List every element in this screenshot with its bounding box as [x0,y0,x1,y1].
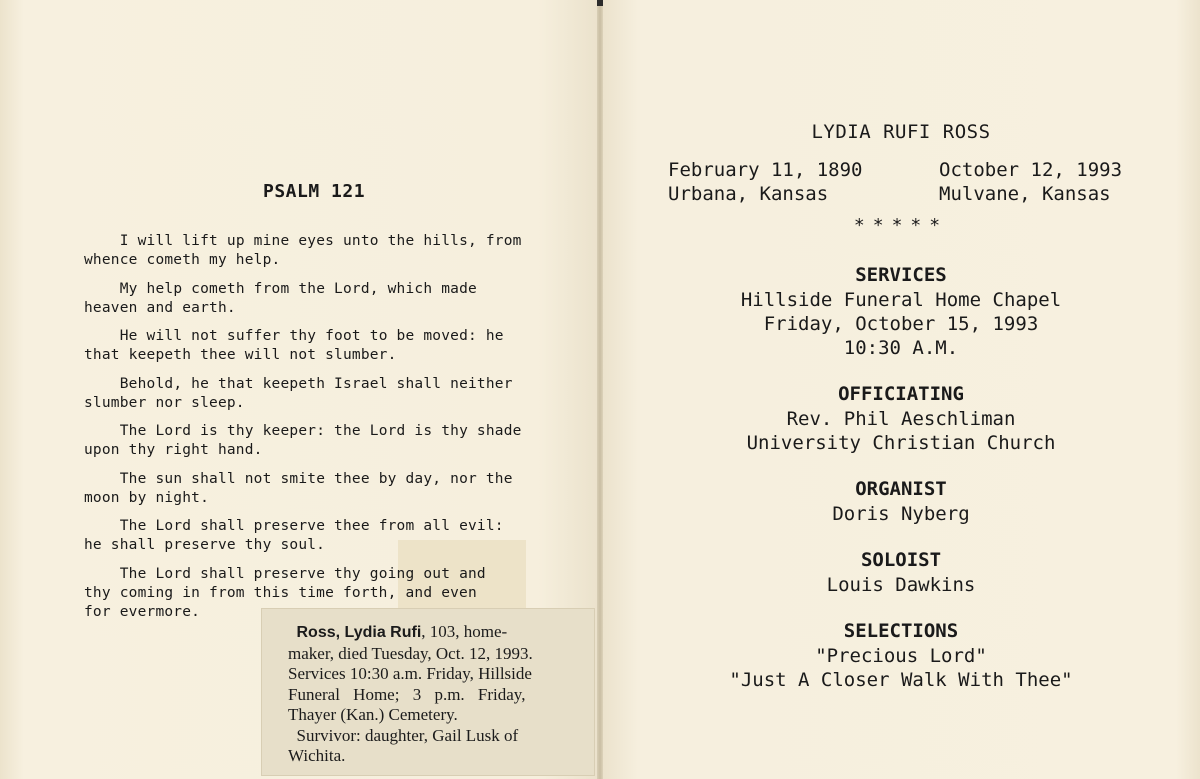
selection-song-1: "Precious Lord" [815,645,987,667]
birth-info [668,158,862,206]
officiating-minister: Rev. Phil Aeschliman [786,408,1016,430]
verse: My help cometh from the Lord, which made heaven and earth. [84,280,477,316]
birth-date: February 11, 1890 [668,159,863,181]
officiating-church: University Christian Church [746,432,1056,454]
soloist-name: Louis Dawkins [826,574,976,596]
deceased-name: LYDIA RUFI ROSS [811,121,991,143]
obituary-name: Ross, Lydia Rufi [296,624,422,641]
services-heading: SERVICES [855,264,947,286]
obituary-line-1-rest: , 103, home- [421,622,508,641]
verse: He will not suffer thy foot to be moved: he that keepeth thee will not slumber. [84,328,504,363]
obituary-line-6 [288,726,578,747]
services-date: Friday, October 15, 1993 [763,313,1039,335]
verse: The Lord is thy keeper: the Lord is thy shade upon thy right hand. [84,423,522,458]
services-time: 10:30 A.M. [843,337,959,359]
selections-heading: SELECTIONS [843,620,959,642]
death-place: Mulvane, Kansas [939,183,1111,205]
obituary-line-2: maker, died Tuesday, Oct. 12, 1993. [288,643,533,663]
psalm-title: PSALM 121 [263,181,366,202]
soloist-heading: SOLOIST [860,549,942,571]
obituary-line-5: Thayer (Kan.) Cemetery. [288,705,458,724]
officiating-heading: OFFICIATING [838,383,964,405]
organist-heading: ORGANIST [855,478,947,500]
verse: The Lord shall preserve thee from all evil: he shall preserve thy soul. [84,518,504,553]
obituary-line-3: Services 10:30 a.m. Friday, Hillside [288,664,532,683]
death-date: October 12, 1993 [939,159,1123,181]
organist-name: Doris Nyberg [832,503,970,525]
verse: Behold, he that keepeth Israel shall neither slumber nor sleep. [84,375,513,411]
verse: The sun shall not smite thee by day, nor the moon by night. [84,470,513,506]
death-info [939,158,1122,206]
obituary-text [288,622,578,767]
verse: I will lift up mine eyes unto the hills, from whence cometh my help. [84,233,522,268]
psalm-verses [84,232,554,631]
star-divider: ***** [853,215,949,236]
obituary-clipping [261,608,595,776]
obituary-line-1 [288,622,578,644]
obituary-survivor: Survivor: daughter, Gail Lusk of [296,725,519,745]
services-place: Hillside Funeral Home Chapel [740,289,1062,311]
selection-song-2: "Just A Closer Walk With Thee" [729,669,1073,691]
verse: The Lord shall preserve thy going out and thy coming in from this time forth, and even for evermore. [84,565,486,620]
birth-place: Urbana, Kansas [668,183,829,205]
obituary-line-4: Funeral Home; 3 p.m. Friday, [288,684,526,704]
obituary-line-7: Wichita. [288,746,346,765]
